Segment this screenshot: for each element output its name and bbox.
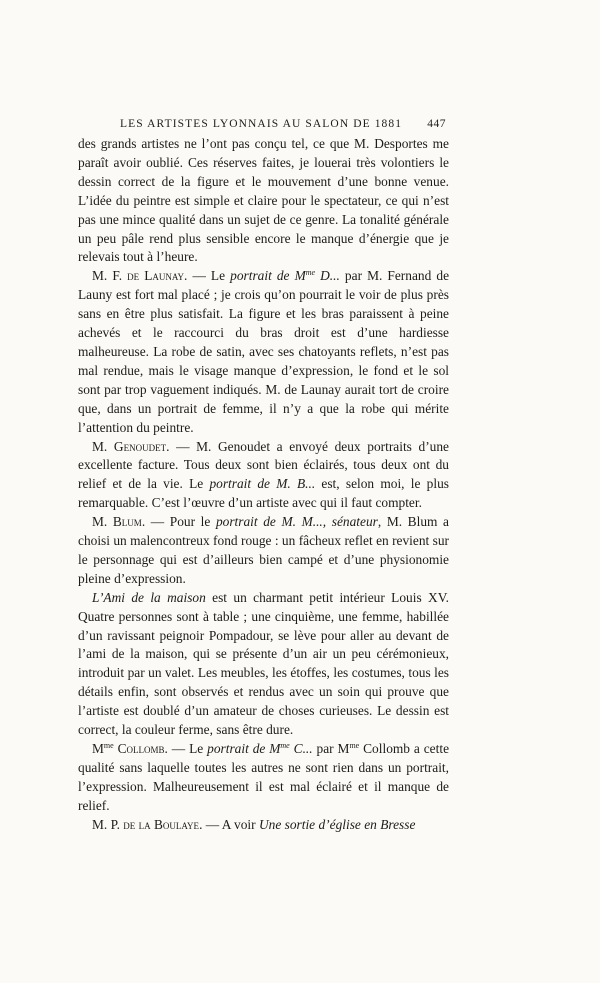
- artwork-title: L’Ami de la maison: [92, 589, 206, 605]
- artwork-title: portrait de $M^{me}$ C...: [207, 741, 313, 756]
- paragraph-collomb: $M^{me}$ Collomb. — Le portrait de $M^{me}$ C... par $M^{me}$ Collomb a cette qualité sans laquelle toutes les autres ne sont rien dans un portrait, l’expression. Malheureusement il est mal éclairé et il manque de relief.: [78, 741, 450, 813]
- paragraph-de-launay: M. F. de Launay. — Le portrait de $M^{me}$ D... par M. Fernand de Launy est fort mal placé ; je crois qu’on pourrait le voir de plus près sans en être plus satisfait. La figure et les bras paraissent à peine achevés et le raccourci du bras droit est d’une hardiesse malheureuse. La robe de satin, avec ses chatoyants reflets, n’est pas mal rendue, mais le visage manque d’expression, le fond et le sol sont par trop vaguement indiqués. M. de Launay aurait tort de croire que, dans un portrait de femme, il n’y a que la robe qui mérite l’attention du peintre.: [78, 268, 450, 435]
- paragraph-continuation: des grands artistes ne l’ont pas conçu tel, ce que M. Desportes me paraît avoir oublié. Ces réserves faites, je louerai très volontiers le dessin correct de la figure et le mouvement d’une bonne venue. L’idée du peintre est simple et claire pour le spectateur, ce qui n’est pas une mince qualité dans un sujet de ce genre. La tonalité générale un peu pâle rend plus sensible encore le manque d’énergie que je relevais tout à l’heure.: [78, 136, 449, 265]
- artist-name: Blum: [112, 514, 142, 530]
- artwork-title: Une sortie d’église en Bresse: [258, 816, 416, 832]
- artist-name: Genoudet: [113, 438, 167, 454]
- artist-name: de la Boulaye: [123, 816, 200, 832]
- paragraph-genoudet: M. Genoudet. — M. Genoudet a envoyé deux portraits d’une excellente facture. Tous deux sont bien éclairés, tous deux ont du relief et de la vie. Le portrait de M. B... est, selon moi, le plus remarquable. C’est l’œuvre d’un artiste avec qui il faut compter.: [78, 438, 449, 511]
- paragraph-de-la-boulaye: M. P. de la Boulaye. — A voir Une sortie d’église en Bresse: [92, 816, 416, 832]
- page-number: 447: [427, 118, 446, 130]
- artwork-title: portrait de $M^{me}$ D...: [230, 268, 340, 284]
- artist-name: Collomb: [113, 741, 165, 756]
- artist-name: de Launay: [127, 268, 185, 284]
- artwork-title: portrait de M. M..., sénateur: [215, 514, 378, 530]
- running-title: LES ARTISTES LYONNAIS AU SALON DE 1881: [120, 118, 403, 130]
- artwork-title: portrait de M. B...: [209, 476, 316, 492]
- paragraph-blum: M. Blum. — Pour le portrait de M. M..., sénateur, M. Blum a choisi un malencontreux fond rouge : un fâcheux reflet en revient sur le personnage qui est d’ailleurs bien campé et d’une physionomie pleine d’expression.: [78, 514, 449, 586]
- paragraph-ami-de-la-maison: L’Ami de la maison est un charmant petit intérieur Louis XV. Quatre personnes sont à table ; une cinquième, une femme, habillée d’un ravissant peignoir Pompadour, se lève pour aller au devant de l’ami de la maison, qui se présente d’un air un peu cérémonieux, introduit par un valet. Les meubles, les étoffes, les costumes, tous les détails enfin, sont observés et rendus avec un soin qui prouve que l’artiste est doublé d’un amateur de choses curieuses. Le dessin est correct, la couleur ferme, sans être dure.: [78, 589, 449, 738]
- page-body: [78, 135, 449, 835]
